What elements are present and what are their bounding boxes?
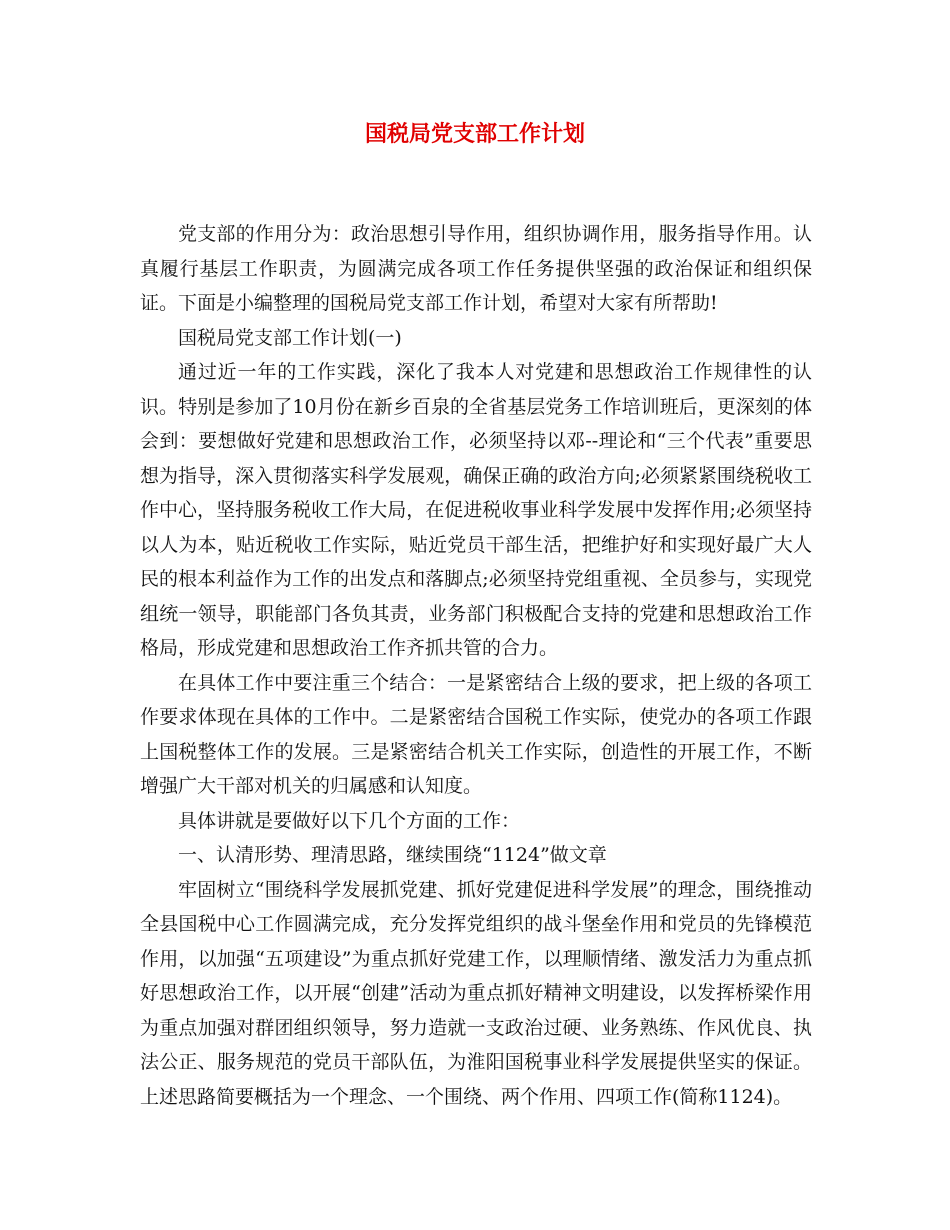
paragraph-subheading-1124: 一、认清形势、理清思路，继续围绕“1124”做文章 bbox=[178, 844, 607, 866]
paragraph-section-heading: 国税局党支部工作计划(一) bbox=[178, 326, 402, 349]
paragraph-practice: 通过近一年的工作实践，深化了我本人对党建和思想政治工作规律性的认识。特别是参加了10月份在新乡百泉的全省基层党务工作培训班后，更深刻的体会到：要想做好党建和思想政治工作，必须坚持以邓--理论和“三个代表”重要思想为指导，深入贯彻落实科学发展观，确保正确的政治方向;必须紧紧围绕税收工作中心，坚持服务税收工作大局，在促进税收事业科学发展中发挥作用;必须坚持以人为本，贴近税收工作实际，贴近党员干部生活，把维护好和实现好最广大人民的根本利益作为工作的出发点和落脚点;必须坚持党组重视、全员参与，实现党组统一领导，职能部门各负其责，业务部门积极配合支持的党建和思想政治工作格局，形成党建和思想政治工作齐抓共管的合力。 bbox=[140, 361, 812, 659]
document-body bbox=[140, 217, 812, 1114]
paragraph-three-combinations: 在具体工作中要注重三个结合：一是紧密结合上级的要求，把上级的各项工作要求体现在具体的工作中。二是紧密结合国税工作实际，使党办的各项工作跟上国税整体工作的发展。三是紧密结合机关工作实际，创造性的开展工作，不断增强广大干部对机关的归属感和认知度。 bbox=[140, 671, 812, 797]
paragraph-intro: 党支部的作用分为：政治思想引导作用，组织协调作用，服务指导作用。认真履行基层工作职责，为圆满完成各项工作任务提供坚强的政治保证和组织保证。下面是小编整理的国税局党支部工作计划，希望对大家有所帮助! bbox=[140, 223, 812, 314]
paragraph-specific-work: 具体讲就是要做好以下几个方面的工作： bbox=[178, 809, 521, 832]
paragraph-concept: 牢固树立“围绕科学发展抓党建、抓好党建促进科学发展”的理念，围绕推动全县国税中心工作圆满完成，充分发挥党组织的战斗堡垒作用和党员的先锋模范作用，以加强“五项建设”为重点抓好党建工作，以理顺情绪、激发活力为重点抓好思想政治工作，以开展“创建”活动为重点抓好精神文明建设，以发挥桥梁作用为重点加强对群团组织领导，努力造就一支政治过硬、业务熟练、作风优良、执法公正、服务规范的党员干部队伍，为淮阳国税事业科学发展提供坚实的保证。上述思路简要概括为一个理念、一个围绕、两个作用、四项工作(简称1124)。 bbox=[140, 878, 812, 1108]
document-title: 国税局党支部工作计划 bbox=[364, 121, 585, 147]
